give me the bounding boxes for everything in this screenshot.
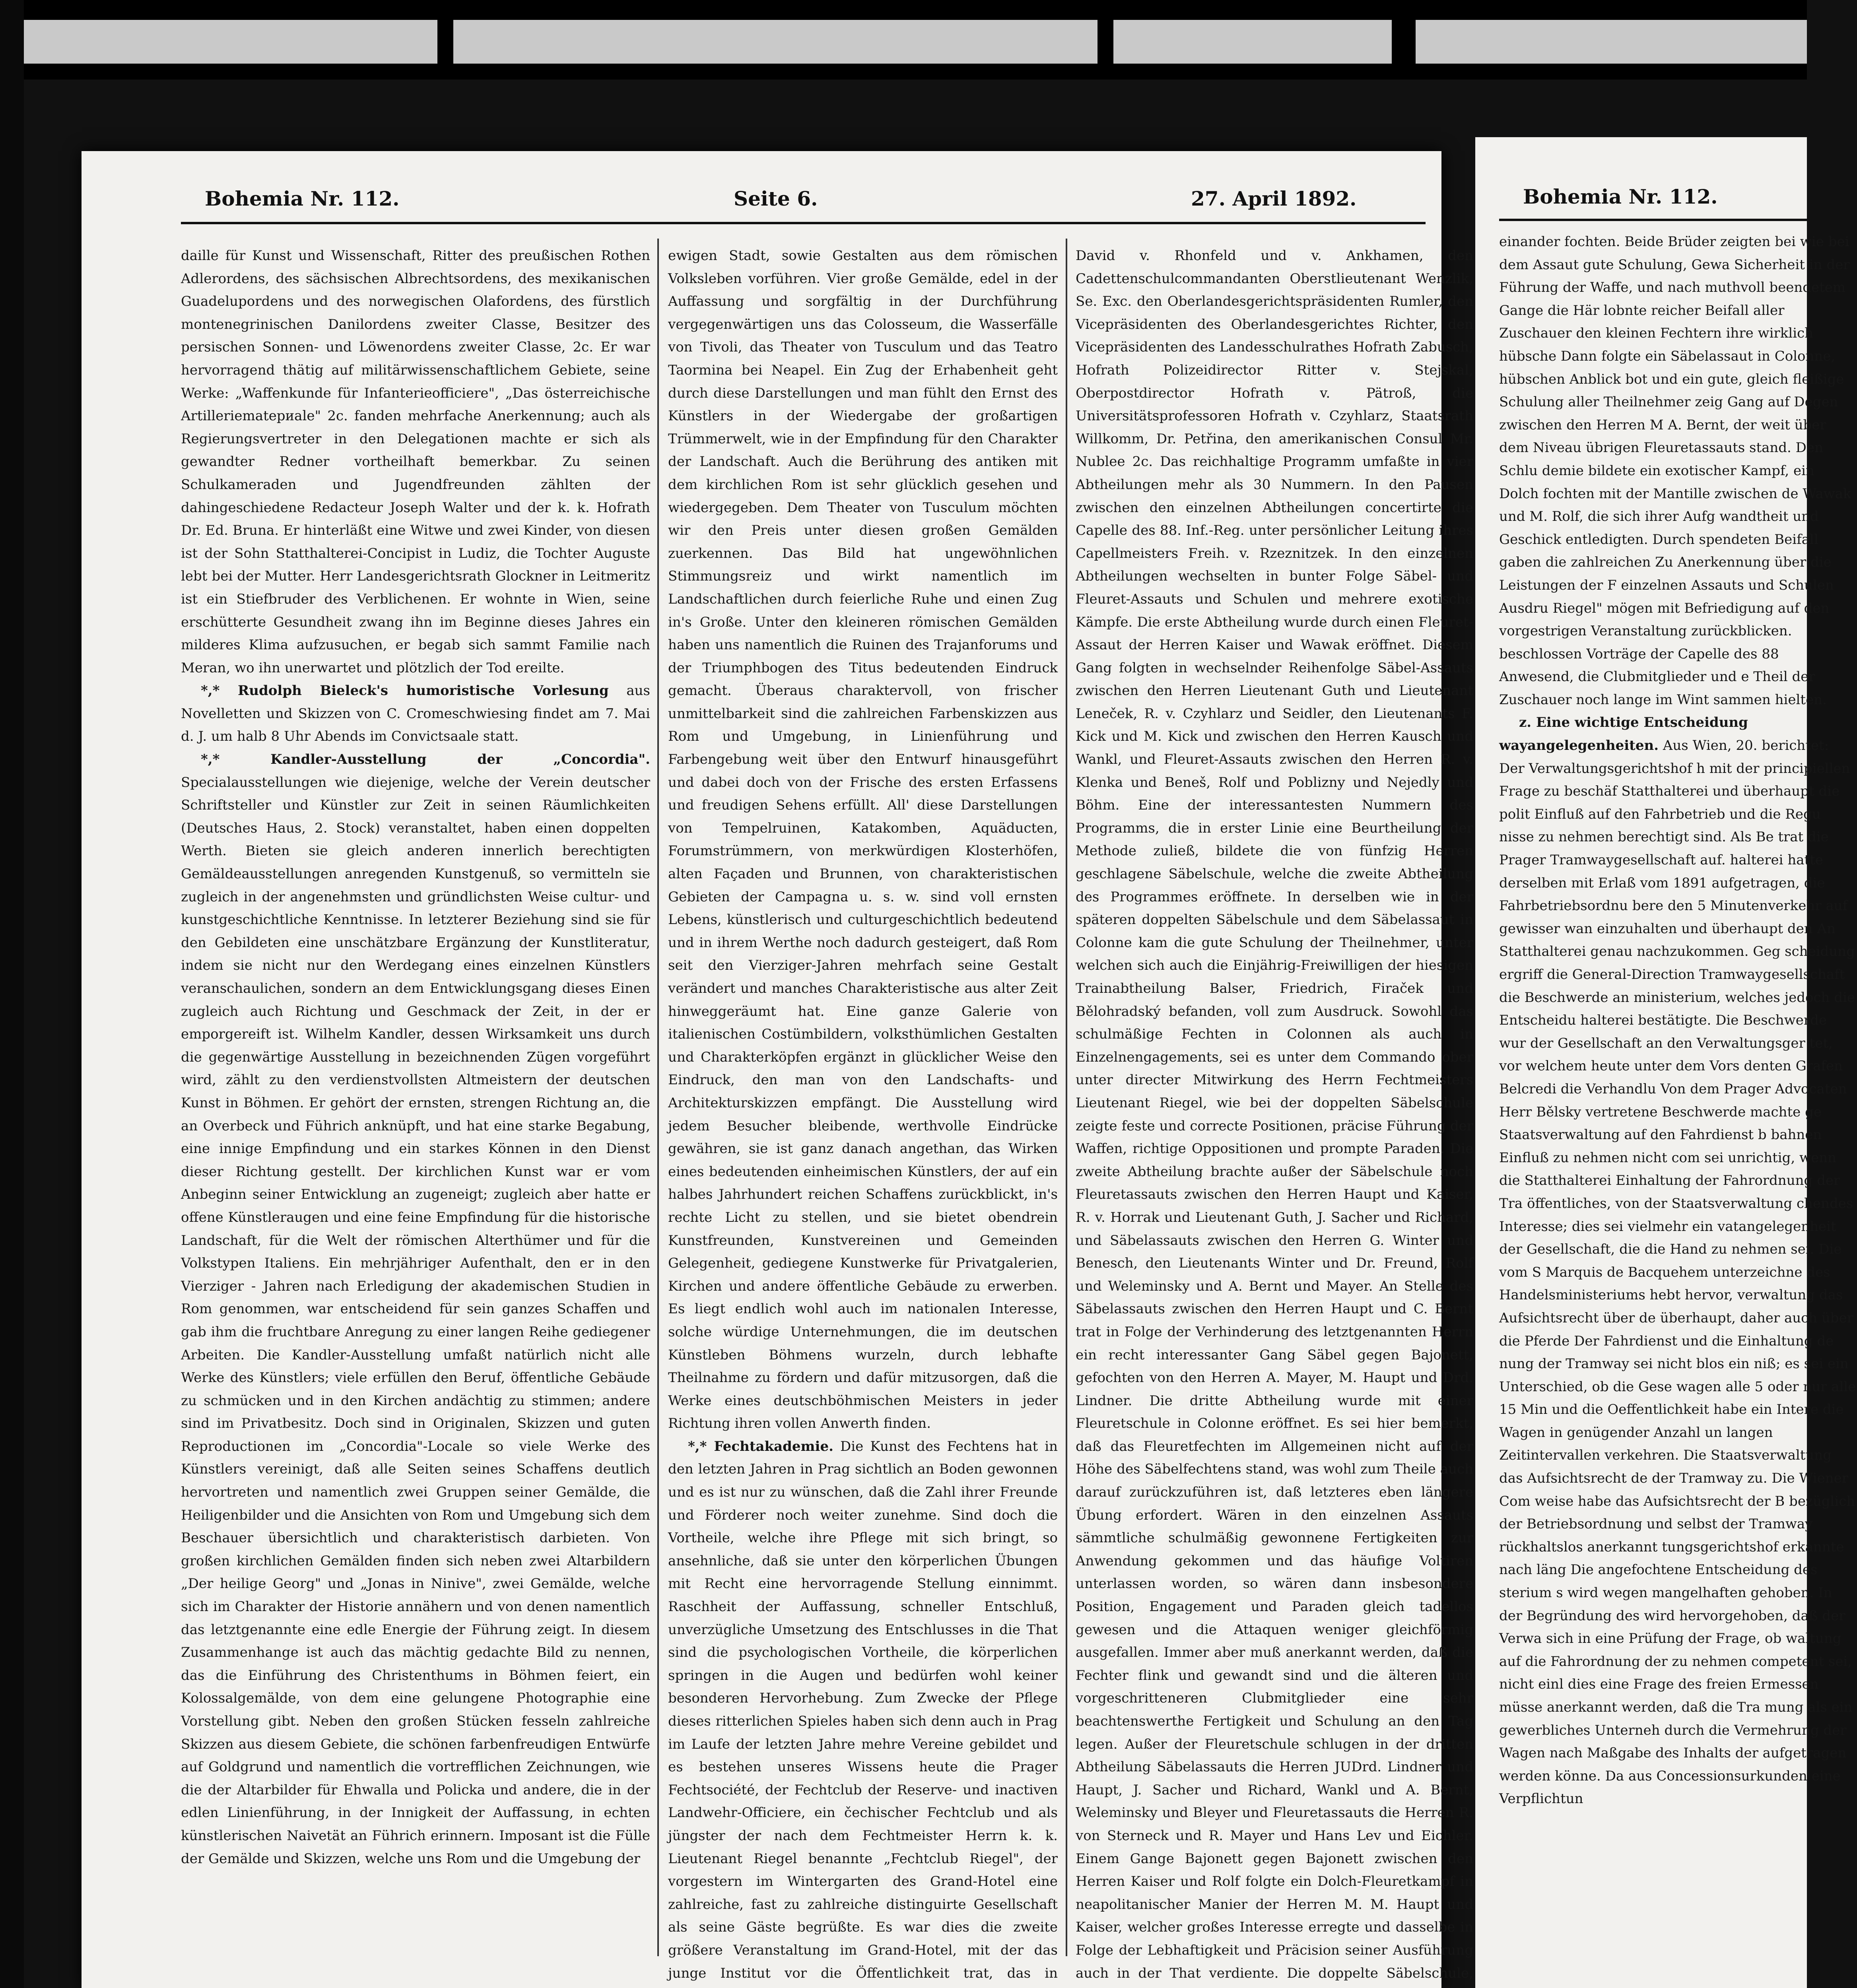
- page-header-center: Seite 6.: [734, 187, 818, 210]
- film-strip-segment: [453, 20, 1097, 64]
- column-1-paragraph: daille für Kunst und Wissenschaft, Ritter des preußischen Rothen Adlerordens, des sächsischen Albrechtsordens, des mexikanischen Guadelupordens und des norwegischen Olafordens, des fürstlich montenegrinischen Danilordens zweiter Classe, Besitzer des persischen Sonnen- und Löwenordens zweiter Classe, 2c. Er war hervorragend thätig auf militärwissenschaftlichem Gebiete, seine Werke: „Waffenkunde für Infanterieofficiere", „Das österreichische Artilleriematериale" 2c. fanden mehrfache Anerkennung; auch als Regierungsvertreter in den Delegationen machte er sich als gewandter Redner vortheilhaft bemerkbar. Zu seinen Schulkameraden und Jugendfreunden zählten der dahingeschiedene Redacteur Joseph Walter und der k. k. Hofrath Dr. Ed. Bruna. Er hinterläßt eine Witwe und zwei Kinder, von diesen ist der Sohn Statthalterei-Concipist in Ludiz, die Tochter Auguste lebt bei der Mutter. Herr Landesgerichtsrath Glockner in Leitmeritz ist ein Stiefbruder des Verblichenen. Er wohnte in Wien, seine erschütterte Gesundheit zwang ihn im Beginne dieses Jahres ein milderes Klima aufzusuchen, er begab sich sammt Familie nach Meran, wo ihn unerwartet und plötzlich der Tod ereilte.: [181, 248, 650, 676]
- article-text: aus Novelletten und Skizzen von C. Cromeschwiesing findet am 7. Mai d. J. um halb 8 Uhr Abends im Convictsaale statt.: [181, 683, 651, 745]
- article-heading: *,* Kandler-Ausstellung der „Concordia".: [201, 751, 650, 768]
- article-heading: *,* Rudolph Bieleck's humoristische Vorlesung: [201, 683, 609, 699]
- column-4: [1499, 231, 1857, 1980]
- next-page-header: Bohemia Nr. 112.: [1523, 185, 1718, 208]
- column-divider: [1066, 239, 1067, 1956]
- column-4-paragraph: einander fochten. Beide Brüder zeigten bei wie bei dem Assaut gute Schulung, Gewa Sicherheit in der Führung der Waffe, und nach muthvoll beendetem Gange die Här lobnte reicher Beifall aller Zuschauer den kleinen Fechtern ihre wirklich hübsche Dann folgte ein Säbelassaut in Colonne, hübschen Anblick bot und ein gute, gleich fleißige Schulung aller Theilnehmer zeig Gang auf Degen zwischen den Herren M A. Bernt, der weit über dem Niveau übrigen Fleuretassauts stand. Den Schlu demie bildete ein exotischer Kampf, ein Dolch fochten mit der Mantille zwischen de Wawak und M. Rolf, die sich ihrer Aufg wandtheit und Geschick entledigten. Durch spendeten Beifall gaben die zahlreichen Zu Anerkennung über die Leistungen der F einzelnen Assauts und Schulen Ausdru Riegel" mögen mit Befriedigung auf den vorgestrigen Veranstaltung zurückblicken. beschlossen Vorträge der Capelle des 88 Anwesend, die Clubmitglieder und e Theil der Zuschauer noch lange im Wint sammen hielten.: [1499, 234, 1851, 708]
- header-rule: [1499, 219, 1817, 221]
- column-2: [668, 245, 1058, 1981]
- film-strip-segment: [0, 20, 437, 64]
- column-2-paragraph: ewigen Stadt, sowie Gestalten aus dem römischen Volksleben vorführen. Vier große Gemälde, edel in der Auffassung und sorgfältig in der Durchführung vergegenwärtigen uns das Colosseum, die Wasserfälle von Tivoli, das Theater von Tusculum und das Teatro Taormina bei Neapel. Ein Zug der Erhabenheit geht durch diese Darstellungen und man fühlt den Ernst des Künstlers in der Wiedergabe der großartigen Trümmerwelt, wie in der Empfindung für den Charakter der Landschaft. Auch die Berührung des antiken mit dem kirchlichen Rom ist sehr glücklich gesehen und wiedergegeben. Dem Theater von Tusculum möchten wir den Preis unter diesen großen Gemälden zuerkennen. Das Bild hat ungewöhnlichen Stimmungsreiz und wirkt namentlich im Landschaftlichen durch feierliche Ruhe und einen Zug in's Große. Unter den kleineren römischen Gemälden haben uns namentlich die Ruinen des Trajanforums und der Triumphbogen des Titus bedeutenden Eindruck gemacht. Überaus charaktervoll, von frischer unmittelbarkeit sind die zahlreichen Farbenskizzen aus Rom und Umgebung, in Linienführung und Farbengebung weit über den Entwurf hinausgeführt und dabei doch von der Frische des ersten Erfassens und freudigen Sehens erfüllt. All' diese Darstellungen von Tempelruinen, Katakomben, Aquäducten, Forumstrümmern, von merkwürdigen Klosterhöfen, alten Façaden und Brunnen, von charakteristischen Gebieten der Campagna u. s. w. sind voll ernsten Lebens, künstlerisch und culturgeschichtlich bedeutend und in ihrem Werthe noch dadurch gesteigert, daß Rom seit den Vierziger-Jahren mehrfach seine Gestalt verändert und manches Charakteristische aus alter Zeit hinweggeräumt hat. Eine ganze Galerie von italienischen Costümbildern, volksthümlichen Gestalten und Charakterköpfen ergänzt in glücklicher Weise den Eindruck, den man von den Landschafts- und Architekturskizzen empfängt. Die Ausstellung wird jedem Besucher bleibende, werthvolle Eindrücke gewähren, sie ist ganz danach angethan, das Wirken eines bedeutenden einheimischen Künstlers, der auf ein halbes Jahrhundert reichen Schaffens zurückblickt, in's rechte Licht zu stellen, und sie bietet obendrein Kunstfreunden, Kunstvereinen und Gemeinden Gelegenheit, gediegene Kunstwerke für Privatgalerien, Kirchen und andere öffentliche Gebäude zu erwerben. Es liegt endlich wohl auch im nationalen Interesse, solche würdige Unternehmungen, die im deutschen Künstleben Böhmens wurzeln, durch lebhafte Theilnahme zu fördern und dafür mitzusorgen, daß die Werke eines deutschböhmischen Meisters in jeder Richtung ihren vollen Anwerth finden.: [668, 248, 1058, 1432]
- column-3-paragraph: David v. Rhonfeld und v. Ankhamen, den Cadettenschulcommandanten Oberstlieutenant Wenzlik, Se. Exc. den Oberlandesgerichtspräsidenten Rumler, den Vicepräsidenten des Oberlandesgerichtes Richter, den Vicepräsidenten des Landesschulrathes Hofrath Zabusch, Hofrath Polizeidirector Ritter v. Stejskal, Oberpostdirector Hofrath v. Pätroß, die Universitätsprofessoren Hofrath v. Czyhlarz, Staatsrath Willkomm, Dr. Petřina, den amerikanischen Consul Mr. Nublee 2c. Das reichhaltige Programm umfaßte in vier Abtheilungen mehr als 30 Nummern. In den Pausen zwischen den einzelnen Abtheilungen concertirte die Capelle des 88. Inf.-Reg. unter persönlicher Leitung ihres Capellmeisters Freih. v. Rzeznitzek. In den einzelnen Abtheilungen wechselten in bunter Folge Säbel- und Fleuret-Assauts und Schulen und mehrere exotische Kämpfe. Die erste Abtheilung wurde durch einen Fleuret-Assaut der Herren Kaiser und Wawak eröffnet. Diesem Gang folgten in wechselnder Reihenfolge Säbel-Assauts zwischen den Herren Lieutenant Guth und Lieutenant Leneček, R. v. Czyhlarz und Seidler, den Lieutenants F. Kick und M. Kick und zwischen den Herren Kausch und Wankl, und Fleuret-Assauts zwischen den Herren R. v. Klenka und Beneš, Rolf und Poblizny und Nejedly und Böhm. Eine der interessantesten Nummern des Programms, die in erster Linie eine Beurtheilung der Methode zuließ, bildete die von fünfzig Herren geschlagene Säbelschule, welche die zweite Abtheilung des Programmes eröffnete. In derselben wie in der späteren doppelten Säbelschule und dem Säbelassaut in Colonne kam die gute Schulung der Theilnehmer, unter welchen sich auch die Einjährig-Freiwilligen der hiesigen Trainabtheilung Balser, Friedrich, Firaček und Bělohradský befanden, voll zum Ausdruck. Sowohl das schulmäßige Fechten in Colonnen als auch in Einzelnengagements, sei es unter dem Commando ober unter directer Mitwirkung des Herrn Fechtmeisters Lieutenant Riegel, wie bei der doppelten Säbelschule zeigte feste und correcte Positionen, präcise Führung der Waffen, richtige Oppositionen und prompte Paraden. Die zweite Abtheilung brachte außer der Säbelschule noch Fleuretassauts zwischen den Herren Haupt und Kaiser, R. v. Horrak und Lieutenant Guth, J. Sacher und Richard, und Säbelassauts zwischen den Herren G. Winter und Benesch, den Lieutenants Winter und Dr. Freund, Rolf und Weleminsky und A. Bernt und Mayer. An Stelle des Säbelassauts zwischen den Herren Haupt und C. Bernt trat in Folge der Verhinderung des letztgenannten Herrn ein recht interessanter Gang Säbel gegen Bajonett, gefochten von den Herren A. Mayer, M. Haupt und Drd. Lindner. Die dritte Abtheilung wurde mit einer Fleuretschule in Colonne eröffnet. Es sei hier bemerkt, daß das Fleuretfechten im Allgemeinen nicht auf der Höhe des Säbelfechtens stand, was wohl zum Theile auch darauf zurückzuführen ist, daß letzteres eben längere Übung erfordert. Wären in den einzelnen Assauts sämmtliche schulmäßig gewonnene Fertigkeiten zur Anwendung gekommen und das häufige Voltiren unterlassen worden, so wären dann insbesondere Position, Engagement und Paraden gleich tadellos gewesen und die Attaquen weniger gleichförmig ausgefallen. Immer aber muß anerkannt werden, daß die Fechter flink und gewandt sind und die älteren und vorgeschritteneren Clubmitglieder eine sehr beachtenswerthe Fertigkeit und Schulung an den Tag legen. Außer der Fleuretschule schlugen in der dritten Abtheilung Säbelassauts die Herren JUDrd. Lindner und Haupt, J. Sacher und Richard, Wankl und A. Bernt, Weleminsky und Bleyer und Fleuretassauts die Herren R. von Sterneck und R. Mayer und Hans Lev und Eichler. Einem Gange Bajonett gegen Bajonett zwischen den Herren Kaiser und Rolf folgte ein Dolch-Fleuretkampf in neapolitanischer Manier der Herren M. M. Haupt und Kaiser, welcher großes Interesse erregte und dasselbe in Folge der Lebhaftigkeit und Präcision seiner Ausführung auch in der That verdiente. Die doppelte Säbelschule,: [1076, 248, 1473, 1981]
- article-text: Aus Wien, 20. berichtet: Der Verwaltungsgerichtshof h mit der principiellen Frage zu beschäf Statthalterei und überhaupt die polit Einfluß auf den Fahrbetrieb und die Regu nisse zu nehmen berechtigt sind. Als Be trat die Prager Tramwaygesellschaft auf. halterei hatte derselben mit Erlaß vom 1891 aufgetragen, die Fahrbetriebsordnu bere den 5 Minutenverkehr auf gewisser wan einzuhalten und überhaupt den An Statthalterei genau nachzukommen. Geg scheidung ergriff die General-Direction Tramwaygesellschaft die Beschwerde an ministerium, welches jedoch die Entscheidu halterei bestätigte. Die Beschwerde wur der Gesellschaft an den Verwaltungsger tet, vor welchem heute unter dem Vors denten Grafen Belcredi die Verhandlu Von dem Prager Advocaten Herr Bělsky vertretene Beschwerde machte ge Staatsverwaltung auf den Fahrdienst b bahnen Einfluß zu nehmen nicht com sei unrichtig, wenn die Statthalterei Einhaltung der Fahrordnung der Tra öffentliches, von der Staatsverwaltung chendes Interesse; dies sei vielmehr ein vatangelegenheit der Gesellschaft, die die Hand zu nehmen sei. Die vom S Marquis de Bacquehem unterzeichne des Handelsministeriums hebt hervor, verwaltung das Aufsichtsrecht über de überhaupt, daher auch über die Pferde Der Fahrdienst und die Einhaltung de nung der Tramway sei nicht blos ein niß; es sei ein Unterschied, ob die Gese wagen alle 5 oder nur alle 15 Min und die Oeffentlichkeit habe ein Intere die Wagen in genügender Anzahl un langen Zeitintervallen verkehren. Die Staatsverwaltung das Aufsichtsrecht de der Tramway zu. Die Wiener Com weise habe das Aufsichtsrecht der B bezüglich der Betriebsordnung und selbst der Tramway rückhaltslos anerkannt tungsgerichtshof erkannte nach läng Die angefochtene Entscheidung des sterium s wird wegen mangelhaften gehoben. In der Begründung des wird hervorgehoben, daß der Verwa sich in eine Prüfung der Frage, ob waltung auf die Fahrordnung der zu nehmen competent sei, nicht einl dies eine Frage des freien Ermessen müsse anerkannt werden, daß die Tra mung als ein gewerbliches Unterneh durch die Vermehrung der Wagen nach Maßgabe des Inhalts der aufgetragen werden könne. Da aus Concessionsurkunden eine Verpflichtun: [1499, 738, 1856, 1807]
- film-border-top: [0, 0, 1807, 80]
- article-heading: z. Eine wichtige Entscheidung wayangelegenheiten.: [1499, 714, 1748, 754]
- next-page-partial: [1475, 137, 1856, 1988]
- article-heading: *,* Fechtakademie.: [688, 1438, 833, 1454]
- column-3: [1076, 245, 1473, 1981]
- page-header-left: Bohemia Nr. 112.: [205, 187, 400, 210]
- scan-edge-left: [0, 0, 24, 1988]
- article-text: Specialausstellungen wie diejenige, welche der Verein deutscher Schriftsteller und Künstler zur Zeit in seinen Räumlichkeiten (Deutsches Haus, 2. Stock) veranstaltet, haben einen doppelten Werth. Bieten sie gleich anderen innerlich berechtigten Gemäldeausstellungen anregenden Kunstgenuß, so vermitteln sie zugleich in der angenehmsten und gründlichsten Weise cultur- und kunstgeschichtliche Kenntnisse. In letzterer Beziehung sind sie für den Gebildeten eine unschätzbare Ergänzung der Kunstliteratur, indem sie nicht nur den Werdegang eines einzelnen Künstlers veranschaulichen, sondern an dem Entwicklungsgang dieses Einen zugleich auch Richtung und Geschmack der Zeit, in der er emporgereift ist. Wilhelm Kandler, dessen Wirksamkeit uns durch die gegenwärtige Ausstellung in bezeichnenden Zügen vorgeführt wird, zählt zu den verdienstvollsten Altmeistern der deutschen Kunst in Böhmen. Er gehört der ernsten, strengen Richtung an, die an Overbeck und Führich anknüpft, und hat eine starke Begabung, eine innige Empfindung und ein starkes Können in den Dienst dieser Richtung gestellt. Der kirchlichen Kunst war er vom Anbeginn seiner Entwicklung an zugeneigt; zugleich aber hatte er offene Künstleraugen und eine feine Empfindung für die historische Landschaft, für die Welt der römischen Alterthümer und für die Volkstypen Italiens. Ein mehrjähriger Aufenthalt, den er in den Vierziger - Jahren nach Erledigung der akademischen Studien in Rom genommen, war entscheidend für sein ganzes Schaffen und gab ihm die fruchtbare Anregung zu einer langen Reihe gediegener Arbeiten. Die Kandler-Ausstellung umfaßt natürlich nicht alle Werke des Künstlers; viele erfüllen den Beruf, öffentliche Gebäude zu schmücken und in den Kirchen andächtig zu stimmen; andere sind im Privatbesitz. Doch sind in Originalen, Skizzen und guten Reproductionen im „Concordia"-Locale so viele Werke des Künstlers vereinigt, daß alle Seiten seines Schaffens deutlich hervortreten und namentlich zwei Gruppen seiner Gemälde, die Heiligenbilder und die Ansichten von Rom und Umgebung sich dem Beschauer übersichtlich und charakteristisch darbieten. Von großen kirchlichen Gemälden finden sich neben zwei Altarbildern „Der heilige Georg" und „Jonas in Ninive", zwei Gemälde, welche sich im Charakter der Historie annähern und von denen namentlich das letztgenannte eine edle Energie der Führung zeigt. In diesem Zusammenhange ist auch das mächtig gedachte Bild zu nennen, das die Einführung des Christenthums in Böhmen feiert, ein Kolossalgemälde, von dem eine gelungene Photographie eine Vorstellung gibt. Neben den großen Stücken fesseln zahlreiche Skizzen aus diesem Gebiete, die schönen farbenfreudigen Entwürfe auf Goldgrund und namentlich die vortrefflichen Zeichnungen, wie die der Altarbilder für Ehwalla und Policka und andere, die in der edlen Linienführung, in der Innigkeit der Auffassung, in echten künstlerischen Naivetät an Führich erinnern. Imposant ist die Fülle der Gemälde und Skizzen, welche uns Rom und die Umgebung der: [181, 774, 650, 1867]
- column-divider: [657, 239, 659, 1956]
- film-strip-segment: [1416, 20, 1807, 64]
- article-text: Die Kunst des Fechtens hat in den letzten Jahren in Prag sichtlich an Boden gewonnen und es ist nur zu wünschen, daß die Zahl ihrer Freunde und Förderer noch weiter zunehme. Sind doch die Vortheile, welche ihre Pflege mit sich bringt, so ansehnliche, daß sie unter den körperlichen Übungen mit Recht eine hervorragende Stellung einnimmt. Raschheit der Auffassung, schneller Entschluß, unverzügliche Umsetzung des Entschlusses in die That sind die psychologischen Vortheile, die körperlichen springen in die Augen und bedürfen wohl keiner besonderen Hervorhebung. Zum Zwecke der Pflege dieses ritterlichen Spieles haben sich denn auch in Prag im Laufe der letzten Jahre mehre Vereine gebildet und es bestehen unseres Wissens heute die Prager Fechtsociété, der Fechtclub der Reserve- und inactiven Landwehr-Officiere, ein čechischer Fechtclub und als jüngster der nach dem Fechtmeister Herrn k. k. Lieutenant Riegel benannte „Fechtclub Riegel", der vorgestern im Wintergarten des Grand-Hotel eine zahlreiche, fast zu zahlreiche distinguirte Gesellschaft als seine Gäste begrüßte. Es war dies die zweite größere Veranstaltung im Grand-Hotel, mit der das junge Institut vor die Öffentlichkeit trat, das in: [668, 1438, 1058, 1981]
- film-strip-segment: [1113, 20, 1392, 64]
- column-1: [181, 245, 650, 1946]
- header-rule: [181, 222, 1426, 224]
- newspaper-page: [82, 151, 1473, 1988]
- page-header-right: 27. April 1892.: [1191, 187, 1357, 210]
